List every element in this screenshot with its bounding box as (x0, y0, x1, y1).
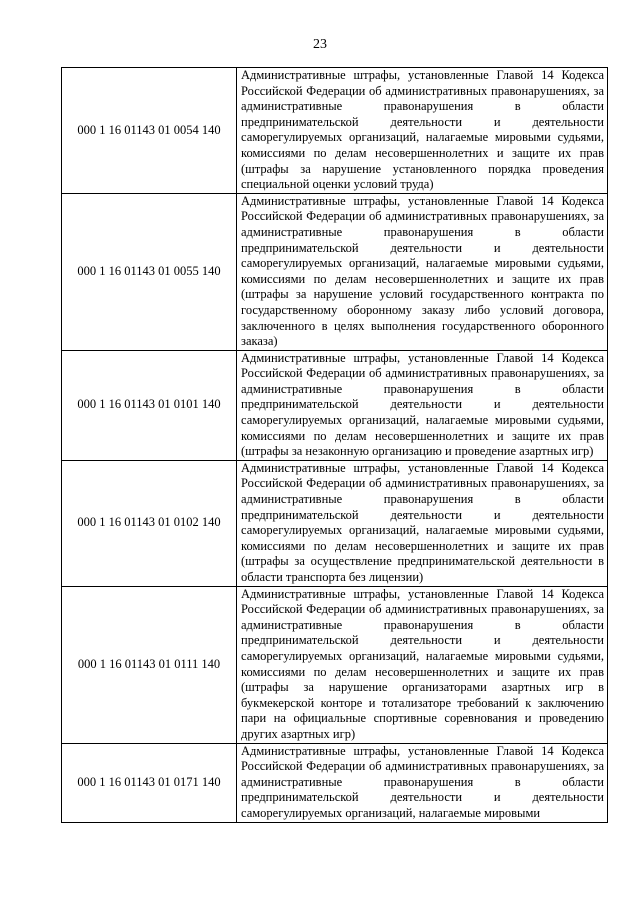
classification-code-cell: 000 1 16 01143 01 0054 140 (62, 68, 237, 194)
page-number: 23 (313, 37, 327, 52)
table-row (62, 68, 608, 194)
classification-code-cell: 000 1 16 01143 01 0171 140 (62, 743, 237, 822)
table-row (62, 586, 608, 743)
classification-code-cell: 000 1 16 01143 01 0055 140 (62, 193, 237, 350)
table-row (62, 460, 608, 586)
description-cell: Административные штрафы, установленные Главой 14 Кодекса Российской Федерации об административных правонарушениях, за административные правонарушения в области предпринимательской деятельности и деятельности саморегулируемых организаций, налагаемые мировыми судьями, комиссиями по делам несовершеннолетних и защите их прав (штрафы за осуществление предпринимательской деятельности в области транспорта без лицензии) (237, 460, 608, 586)
table-row (62, 743, 608, 822)
classification-code-cell: 000 1 16 01143 01 0111 140 (62, 586, 237, 743)
description-cell: Административные штрафы, установленные Главой 14 Кодекса Российской Федерации об административных правонарушениях, за административные правонарушения в области предпринимательской деятельности и деятельности саморегулируемых организаций, налагаемые мировыми судьями, комиссиями по делам несовершеннолетних и защите их прав (штрафы за нарушение организаторами азартных игр в букмекерской конторе и тотализаторе требований к заключению пари на официальные спортивные соревнования и проведению других азартных игр) (237, 586, 608, 743)
description-cell: Административные штрафы, установленные Главой 14 Кодекса Российской Федерации об административных правонарушениях, за административные правонарушения в области предпринимательской деятельности и деятельности саморегулируемых организаций, налагаемые мировыми судьями, комиссиями по делам несовершеннолетних и защите их прав (штрафы за незаконную организацию и проведение азартных игр) (237, 350, 608, 460)
classification-code-cell: 000 1 16 01143 01 0102 140 (62, 460, 237, 586)
description-cell: Административные штрафы, установленные Главой 14 Кодекса Российской Федерации об административных правонарушениях, за административные правонарушения в области предпринимательской деятельности и деятельности саморегулируемых организаций, налагаемые мировыми (237, 743, 608, 822)
table-row (62, 350, 608, 460)
table-row (62, 193, 608, 350)
description-cell: Административные штрафы, установленные Главой 14 Кодекса Российской Федерации об административных правонарушениях, за административные правонарушения в области предпринимательской деятельности и деятельности саморегулируемых организаций, налагаемые мировыми судьями, комиссиями по делам несовершеннолетних и защите их прав (штрафы за нарушение установленного порядка проведения специальной оценки условий труда) (237, 68, 608, 194)
budget-classification-table (61, 67, 608, 823)
classification-code-cell: 000 1 16 01143 01 0101 140 (62, 350, 237, 460)
description-cell: Административные штрафы, установленные Главой 14 Кодекса Российской Федерации об административных правонарушениях, за административные правонарушения в области предпринимательской деятельности и деятельности саморегулируемых организаций, налагаемые мировыми судьями, комиссиями по делам несовершеннолетних и защите их прав (штрафы за нарушение условий государственного контракта по государственному оборонному заказу либо условий договора, заключенного в целях выполнения государственного оборонного заказа) (237, 193, 608, 350)
